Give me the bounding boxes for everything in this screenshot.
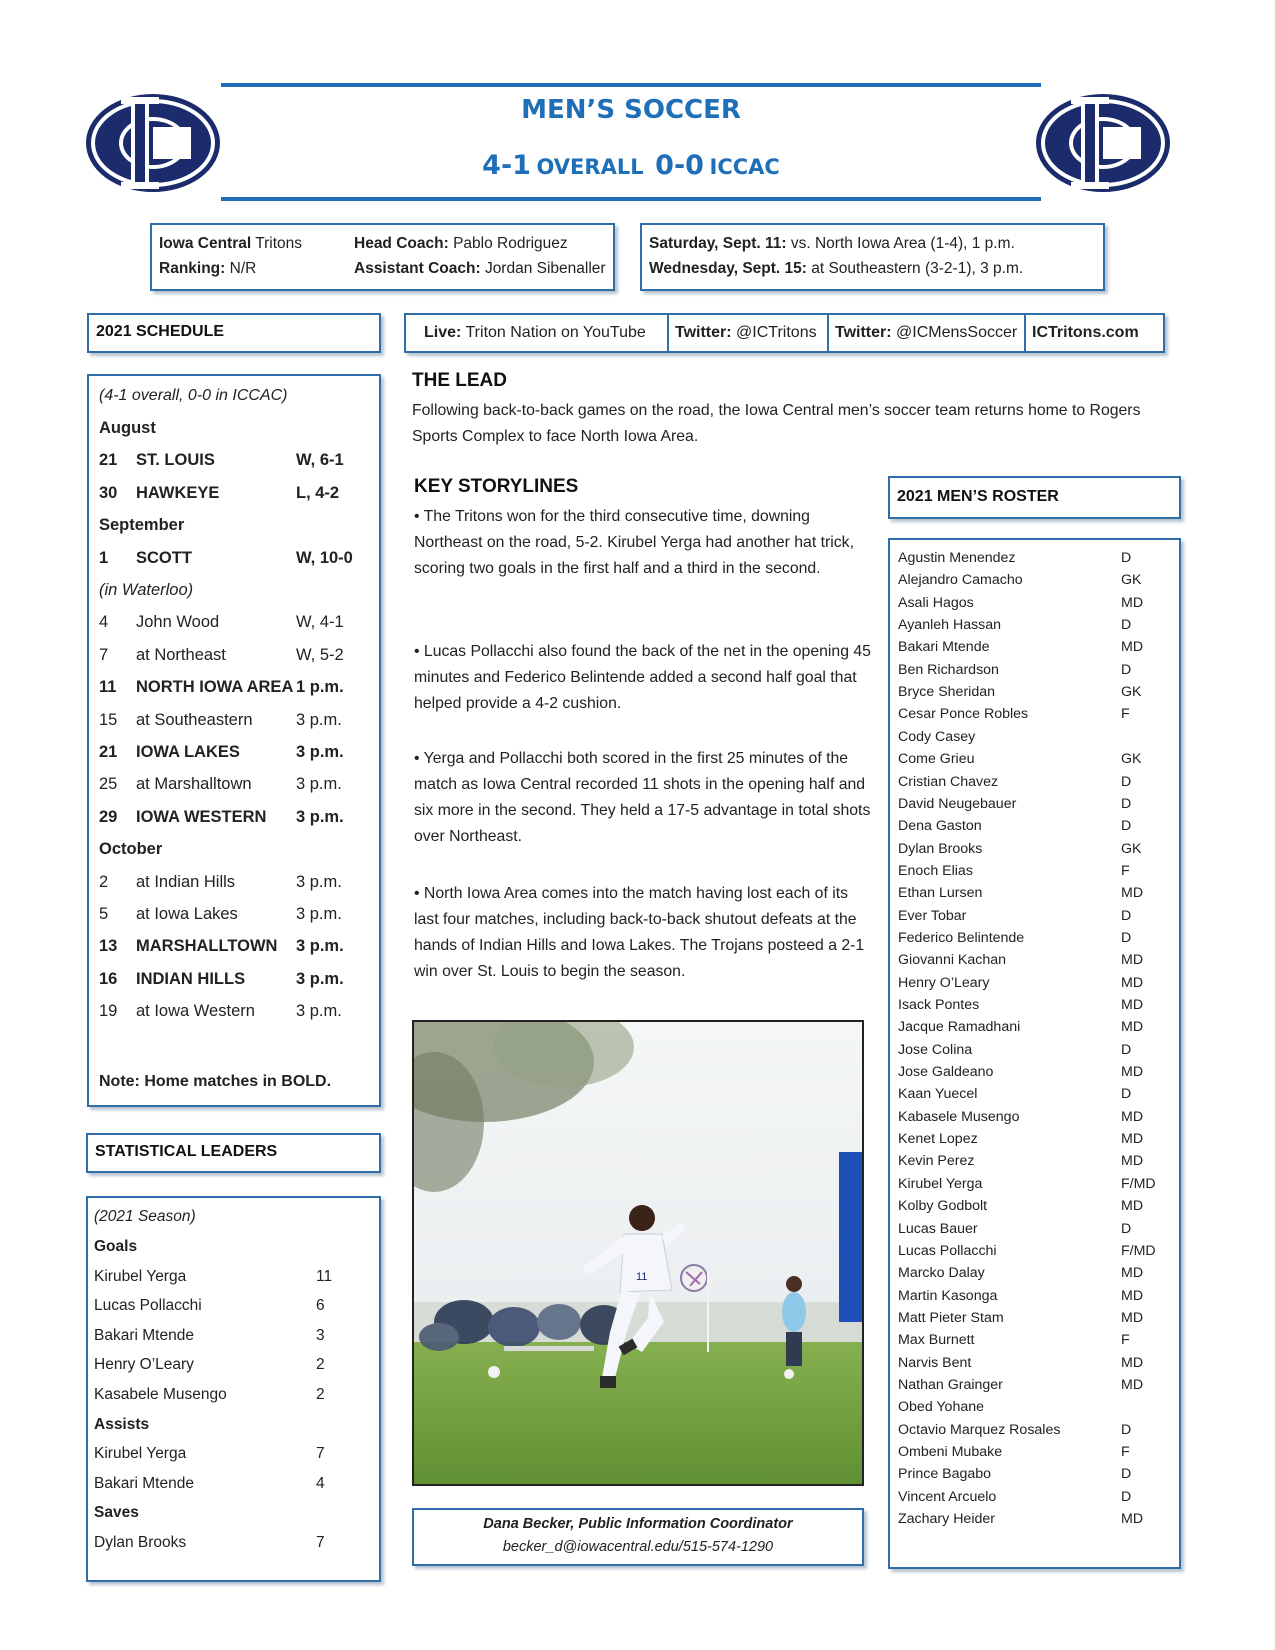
storylines-heading: KEY STORYLINES: [414, 476, 579, 497]
game-day: 5: [99, 905, 109, 923]
upcoming-game-1: [649, 231, 1015, 256]
stat-value: 2: [316, 1386, 325, 1403]
game-result: 3 p.m.: [296, 1002, 342, 1021]
roster-player-position: MD: [1121, 1153, 1144, 1170]
roster-player-position: MD: [1121, 997, 1144, 1013]
schedule-title-box: [87, 313, 381, 353]
roster-row: [898, 1354, 1168, 1372]
stats-season-text: (2021 Season): [94, 1208, 196, 1225]
roster-player-position: GK: [1121, 684, 1142, 701]
schedule-summary: [99, 386, 288, 406]
roster-player-position: D: [1121, 1086, 1132, 1103]
twitter-label: Twitter:: [835, 324, 892, 341]
roster-row: [898, 1443, 1168, 1461]
game-result: L, 4-2: [296, 483, 340, 502]
stat-value: 11: [316, 1267, 333, 1285]
stat-player-name: Lucas Pollacchi: [94, 1297, 202, 1315]
assistant-coach-label: Assistant Coach:: [354, 260, 481, 277]
roster-row: [898, 1242, 1168, 1260]
team-info-box: [150, 223, 615, 291]
roster-row: [898, 750, 1168, 768]
stat-leader-row: [94, 1533, 364, 1553]
stat-value: 2: [316, 1356, 325, 1374]
stat-leader-row: [94, 1267, 364, 1287]
roster-player-name: Agustin Menendez: [898, 550, 1016, 566]
game-result: W, 5-2: [296, 645, 344, 664]
game-result: W, 6-1: [296, 451, 344, 470]
stat-leader-row: [94, 1444, 364, 1464]
roster-player-name: Octavio Marquez Rosales: [898, 1421, 1061, 1438]
game-day: 11: [99, 678, 117, 697]
game-result: W, 10-0: [296, 548, 353, 567]
roster-row: [898, 594, 1168, 612]
contact-box: [412, 1508, 864, 1566]
roster-player-name: Bryce Sheridan: [898, 684, 995, 701]
roster-player-position: MD: [1121, 1354, 1144, 1371]
head-coach-label: Head Coach:: [354, 235, 449, 252]
roster-row: [898, 638, 1168, 656]
storyline-1: • The Tritons won for the third consecutive time, downing Northeast on the road, 5-2. Kirubel Yerga had another hat trick, scoring two goals in the first half and a third in the second.: [414, 508, 854, 577]
ranking-line: [159, 256, 256, 281]
game-result: 3 p.m.: [296, 937, 344, 956]
stat-player-name: Kirubel Yerga: [94, 1267, 187, 1285]
upcoming-game-2: [649, 256, 1023, 281]
roster-row: [898, 1488, 1168, 1506]
game-day: 16: [99, 969, 118, 988]
twitter-label: Twitter:: [675, 324, 732, 341]
roster-player-position: D: [1121, 795, 1132, 812]
roster-player-name: Isack Pontes: [898, 997, 980, 1013]
roster-player-name: Cesar Ponce Robles: [898, 706, 1029, 723]
roster-player-position: D: [1121, 1466, 1132, 1483]
upcoming-game-detail: vs. North Iowa Area (1-4), 1 p.m.: [790, 235, 1015, 252]
schedule-note: [99, 1072, 331, 1092]
roster-player-name: Jose Galdeano: [898, 1064, 994, 1081]
lead-heading: THE LEAD: [412, 370, 507, 391]
live-value: Triton Nation on YouTube: [465, 324, 646, 341]
roster-row: [898, 795, 1168, 813]
roster-row: [898, 683, 1168, 701]
roster-player-position: MD: [1121, 1019, 1144, 1036]
game-opponent: at Northeast: [136, 645, 226, 664]
game-opponent: INDIAN HILLS: [136, 969, 246, 988]
stat-category: Assists: [94, 1415, 150, 1433]
game-day: 13: [99, 937, 118, 956]
stat-player-name: Dylan Brooks: [94, 1534, 187, 1551]
roster-row: [898, 1108, 1168, 1126]
schedule-note-text: Note: Home matches in BOLD.: [99, 1073, 332, 1090]
roster-row: [898, 1220, 1168, 1238]
game-opponent: at Iowa Lakes: [136, 905, 238, 923]
record-overall-number: 4-1: [482, 150, 531, 181]
page-title-text: MEN’S SOCCER: [521, 95, 741, 125]
stat-value: 6: [316, 1297, 325, 1315]
stat-leader-row: [94, 1385, 364, 1405]
schedule-title: 2021 SCHEDULE: [96, 323, 225, 340]
upcoming-game-date: Saturday, Sept. 11:: [649, 235, 787, 252]
roster-row: [898, 1510, 1168, 1528]
roster-player-position: D: [1121, 617, 1132, 634]
game-opponent: MARSHALLTOWN: [136, 937, 278, 956]
game-opponent: SCOTT: [136, 548, 192, 567]
record-conference-label: ICCAC: [709, 155, 780, 179]
header-bottom-rule: [221, 197, 1041, 201]
roster-player-position: GK: [1121, 840, 1142, 857]
game-result: 3 p.m.: [296, 872, 342, 891]
stat-leader-row: [94, 1326, 364, 1346]
roster-row: [898, 1376, 1168, 1394]
game-day: 30: [99, 483, 118, 502]
action-photo: [412, 1020, 864, 1486]
roster-row: [898, 1309, 1168, 1327]
roster-row: [898, 884, 1168, 902]
jersey-number: 11: [636, 1271, 648, 1283]
roster-player-position: MD: [1121, 1108, 1144, 1125]
live-label: Live:: [424, 324, 462, 341]
game-opponent: ST. LOUIS: [136, 451, 215, 470]
stat-category: Goals: [94, 1238, 138, 1255]
game-result: 1 p.m.: [296, 678, 344, 697]
roster-title-box: [888, 476, 1181, 519]
schedule-box: [87, 374, 381, 1107]
roster-row: [898, 661, 1168, 679]
roster-player-name: Ayanleh Hassan: [898, 617, 1002, 634]
roster-player-position: D: [1121, 773, 1132, 790]
storyline-3: • Yerga and Pollacchi both scored in the first 25 minutes of the match as Iowa Central recorded 11 shots in the opening half and six more in the second. They held a 17-5 advantage in total shots over Northeast.: [414, 750, 871, 845]
upcoming-game-detail: at Southeastern (3-2-1), 3 p.m.: [811, 260, 1024, 277]
roster-player-position: GK: [1121, 572, 1142, 589]
roster-player-position: D: [1121, 1488, 1132, 1505]
page-title: [221, 95, 1041, 125]
stat-value: 7: [316, 1534, 325, 1551]
roster-row: [898, 817, 1168, 835]
upcoming-game-date: Wednesday, Sept. 15:: [649, 260, 807, 277]
twitter-handle: @ICMensSoccer: [896, 324, 1018, 341]
roster-title: 2021 MEN’S ROSTER: [897, 488, 1059, 505]
roster-player-name: Marcko Dalay: [898, 1265, 985, 1282]
roster-player-name: Ethan Lursen: [898, 885, 983, 902]
roster-player-position: D: [1121, 929, 1132, 946]
roster-player-position: GK: [1121, 751, 1142, 768]
roster-player-position: D: [1121, 1220, 1132, 1237]
game-day: 1: [99, 548, 109, 567]
roster-player-name: Martin Kasonga: [898, 1287, 998, 1304]
game-day: 21: [99, 451, 118, 470]
roster-player-position: D: [1121, 1041, 1132, 1058]
roster-player-name: Federico Belintende: [898, 929, 1025, 946]
roster-player-name: Kolby Godbolt: [898, 1198, 988, 1215]
game-opponent: John Wood: [136, 613, 220, 632]
record-line: [221, 150, 1041, 181]
roster-row: [898, 1331, 1168, 1349]
roster-player-position: MD: [1121, 594, 1144, 611]
website-link[interactable]: [1026, 315, 1139, 351]
roster-row: [898, 951, 1168, 969]
game-day: 29: [99, 807, 118, 826]
roster-row: [898, 929, 1168, 947]
roster-player-name: Matt Pieter Stam: [898, 1309, 1004, 1326]
roster-row: [898, 1287, 1168, 1305]
game-day: 25: [99, 775, 118, 794]
roster-row: [898, 1197, 1168, 1215]
lead-paragraph: Following back-to-back games on the road, the Iowa Central men’s soccer team returns home to Rogers Sports Complex to face North Iowa Area.: [412, 402, 1141, 445]
head-coach-value: Pablo Rodriguez: [453, 235, 568, 252]
stats-season: [94, 1207, 196, 1227]
schedule-summary-text: (4-1 overall, 0-0 in ICCAC): [99, 387, 288, 404]
roster-player-position: MD: [1121, 974, 1144, 991]
roster-row: [898, 728, 1168, 746]
roster-player-name: Prince Bagabo: [898, 1466, 992, 1483]
roster-player-position: D: [1121, 907, 1132, 924]
roster-player-name: Come Grieu: [898, 751, 975, 768]
roster-player-position: F: [1121, 1332, 1130, 1349]
soccer-player-photo: [414, 1022, 864, 1486]
stat-value: 3: [316, 1326, 325, 1344]
contact-name: Dana Becker, Public Information Coordinator: [483, 1516, 793, 1532]
roster-player-name: Jacque Ramadhani: [898, 1019, 1021, 1036]
schedule-month: August: [99, 419, 156, 437]
team-name-line: [159, 231, 302, 256]
roster-player-name: Nathan Grainger: [898, 1376, 1003, 1393]
twitter-handle: @ICTritons: [736, 324, 817, 341]
roster-player-name: David Neugebauer: [898, 795, 1017, 812]
roster-row: [898, 549, 1168, 567]
record-overall-label: OVERALL: [536, 155, 644, 179]
roster-row: [898, 1175, 1168, 1193]
roster-player-name: Kabasele Musengo: [898, 1108, 1020, 1125]
ic-logo-right: [1033, 91, 1173, 195]
game-opponent: at Southeastern: [136, 710, 253, 729]
stat-value: 7: [316, 1445, 325, 1463]
roster-player-name: Max Burnett: [898, 1332, 975, 1349]
assistant-coach-value: Jordan Sibenaller: [484, 260, 606, 277]
roster-row: [898, 1398, 1168, 1416]
game-day: 2: [99, 872, 109, 891]
roster-row: [898, 1421, 1168, 1439]
roster-player-name: Ombeni Mubake: [898, 1444, 1003, 1460]
roster-player-name: Ben Richardson: [898, 661, 999, 678]
record-conference-number: 0-0: [655, 150, 704, 181]
game-day: 4: [99, 613, 109, 632]
roster-player-position: MD: [1121, 1131, 1144, 1148]
game-result: 3 p.m.: [296, 969, 344, 988]
roster-player-position: MD: [1121, 1064, 1144, 1081]
roster-player-name: Kirubel Yerga: [898, 1175, 983, 1192]
game-opponent: IOWA WESTERN: [136, 807, 267, 826]
roster-player-position: MD: [1121, 1198, 1144, 1215]
storyline-4: • North Iowa Area comes into the match having lost each of its last four matches, including back-to-back shutout defeats at the hands of Indian Hills and Iowa Lakes. The Trojans posteed a 2-1 win over St. Louis to begin the season.: [414, 885, 865, 980]
schedule-game-note: (in Waterloo): [99, 581, 194, 599]
stat-player-name: Kirubel Yerga: [94, 1445, 187, 1463]
roster-player-name: Kevin Perez: [898, 1153, 975, 1170]
roster-row: [898, 1465, 1168, 1483]
storyline-2: • Lucas Pollacchi also found the back of the net in the opening 45 minutes and Federico Belintende added a second half goal that helped provide a 4-2 cushion.: [414, 643, 871, 712]
roster-player-name: Giovanni Kachan: [898, 952, 1007, 969]
roster-row: [898, 773, 1168, 791]
roster-player-name: Dylan Brooks: [898, 840, 983, 857]
roster-player-position: MD: [1121, 1309, 1144, 1326]
roster-player-position: MD: [1121, 1511, 1144, 1528]
twitter-mens-soccer-link[interactable]: [829, 315, 1017, 351]
roster-player-position: MD: [1121, 1287, 1144, 1304]
stats-box: [86, 1196, 381, 1582]
roster-player-name: Cristian Chavez: [898, 773, 999, 790]
roster-player-position: F: [1121, 706, 1130, 723]
game-result: 3 p.m.: [296, 807, 344, 826]
roster-player-name: Enoch Elias: [898, 862, 973, 879]
roster-row: [898, 1018, 1168, 1036]
game-opponent: at Marshalltown: [136, 775, 252, 794]
roster-player-name: Kaan Yuecel: [898, 1086, 978, 1103]
roster-row: [898, 862, 1168, 880]
school-name: Iowa Central: [159, 235, 252, 252]
roster-row: [898, 974, 1168, 992]
roster-player-name: Vincent Arcuelo: [898, 1488, 997, 1505]
stat-player-name: Kasabele Musengo: [94, 1386, 227, 1403]
roster-player-name: Bakari Mtende: [898, 639, 990, 656]
head-coach-line: [354, 231, 568, 256]
live-stream-link[interactable]: [418, 315, 646, 351]
roster-player-name: Cody Casey: [898, 728, 976, 745]
roster-player-name: Narvis Bent: [898, 1354, 972, 1371]
roster-row: [898, 705, 1168, 723]
roster-row: [898, 840, 1168, 858]
stat-category: Saves: [94, 1504, 139, 1522]
game-opponent: IOWA LAKES: [136, 743, 240, 761]
roster-player-name: Ever Tobar: [898, 907, 967, 924]
roster-row: [898, 1085, 1168, 1103]
roster-player-name: Henry O’Leary: [898, 974, 990, 991]
roster-player-position: D: [1121, 1421, 1132, 1438]
website-text: ICTritons.com: [1032, 324, 1139, 341]
schedule-month: October: [99, 840, 163, 859]
roster-player-position: F: [1121, 862, 1130, 879]
game-day: 15: [99, 710, 118, 729]
game-opponent: NORTH IOWA AREA: [136, 678, 294, 697]
game-result: 3 p.m.: [296, 775, 342, 794]
game-opponent: at Iowa Western: [136, 1002, 255, 1021]
assistant-coach-line: [354, 256, 606, 281]
roster-row: [898, 996, 1168, 1014]
roster-player-name: Alejandro Camacho: [898, 572, 1023, 589]
roster-player-name: Kenet Lopez: [898, 1131, 978, 1148]
game-day: 21: [99, 743, 118, 761]
roster-player-position: D: [1121, 661, 1132, 678]
header-top-rule: [221, 83, 1041, 87]
roster-player-position: D: [1121, 550, 1132, 566]
roster-player-position: MD: [1121, 639, 1144, 656]
game-day: 7: [99, 645, 109, 664]
roster-player-name: Lucas Pollacchi: [898, 1242, 997, 1259]
roster-row: [898, 907, 1168, 925]
stat-value: 4: [316, 1474, 325, 1492]
roster-player-position: F: [1121, 1444, 1130, 1460]
roster-row: [898, 1264, 1168, 1282]
roster-row: [898, 571, 1168, 589]
links-bar: [404, 313, 1165, 353]
roster-row: [898, 616, 1168, 634]
roster-player-name: Obed Yohane: [898, 1399, 985, 1416]
roster-player-position: F/MD: [1121, 1242, 1156, 1259]
roster-player-position: MD: [1121, 1376, 1144, 1393]
roster-player-name: Asali Hagos: [898, 594, 974, 611]
roster-player-position: F/MD: [1121, 1175, 1156, 1192]
roster-row: [898, 1152, 1168, 1170]
roster-player-position: MD: [1121, 952, 1144, 969]
stats-title: STATISTICAL LEADERS: [95, 1143, 278, 1160]
stat-leader-row: [94, 1474, 364, 1494]
contact-details[interactable]: becker_d@iowacentral.edu/515-574-1290: [502, 1539, 774, 1555]
stat-player-name: Henry O’Leary: [94, 1356, 194, 1374]
game-result: W, 4-1: [296, 613, 344, 632]
team-nickname: Tritons: [255, 235, 302, 252]
game-day: 19: [99, 1002, 118, 1021]
roster-player-position: MD: [1121, 885, 1144, 902]
game-result: 3 p.m.: [296, 743, 344, 761]
game-result: 3 p.m.: [296, 710, 342, 729]
twitter-tritons-link[interactable]: [669, 315, 817, 351]
game-opponent: at Indian Hills: [136, 872, 236, 891]
roster-row: [898, 1130, 1168, 1148]
roster-player-name: Lucas Bauer: [898, 1220, 978, 1237]
schedule-month: September: [99, 516, 185, 535]
stat-leader-row: [94, 1296, 364, 1316]
roster-player-position: MD: [1121, 1265, 1144, 1282]
ranking-value: N/R: [229, 260, 257, 277]
roster-player-name: Jose Colina: [898, 1041, 973, 1058]
roster-player-position: D: [1121, 818, 1132, 835]
roster-row: [898, 1063, 1168, 1081]
roster-row: [898, 1041, 1168, 1059]
stat-player-name: Bakari Mtende: [94, 1474, 194, 1492]
upcoming-games-box: [640, 223, 1105, 291]
game-result: 3 p.m.: [296, 905, 342, 923]
stats-title-box: [86, 1133, 381, 1173]
game-opponent: HAWKEYE: [136, 483, 220, 502]
ranking-label: Ranking:: [159, 260, 226, 277]
stat-leader-row: [94, 1355, 364, 1375]
stat-player-name: Bakari Mtende: [94, 1326, 194, 1344]
ic-logo-left: [83, 91, 223, 195]
roster-player-name: Dena Gaston: [898, 818, 982, 835]
roster-player-name: Zachary Heider: [898, 1511, 995, 1528]
roster-box: [888, 538, 1181, 1569]
